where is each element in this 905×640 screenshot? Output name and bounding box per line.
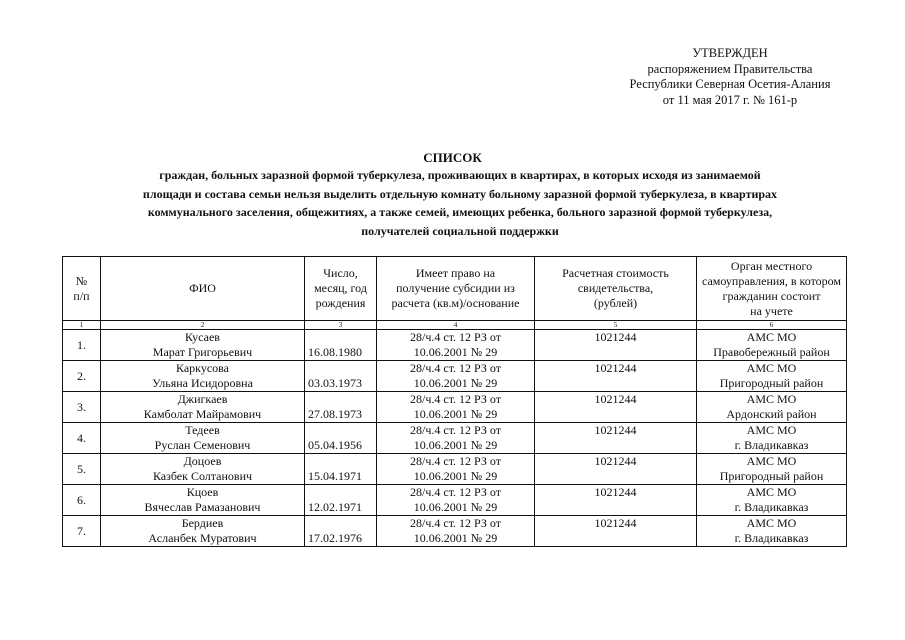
header-fio	[101, 257, 305, 321]
header-text: Орган местного	[730, 258, 813, 273]
header-text: п/п	[73, 288, 90, 303]
row-surname: Каркусова	[176, 361, 229, 375]
row-number: 2.	[63, 361, 101, 392]
row-basis-line: 10.06.2001 № 29	[413, 407, 498, 421]
row-basis-line: 28/ч.4 ст. 12 РЗ от	[410, 516, 501, 530]
row-subsidy-basis	[377, 485, 535, 516]
header-text: расчета (кв.м)/основание	[391, 296, 520, 310]
table-row	[63, 485, 847, 516]
row-basis-line: 10.06.2001 № 29	[413, 345, 498, 359]
row-certificate-cost: 1021244	[535, 485, 697, 516]
row-authority-line: г. Владикавказ	[734, 500, 809, 514]
row-subsidy-basis	[377, 454, 535, 485]
row-fio	[101, 392, 305, 423]
column-number: 2	[101, 321, 305, 330]
subtitle-line: граждан, больных заразной формой туберкулеза, проживающих в квартирах, в которых исходя из занимаемой	[159, 168, 761, 182]
row-basis-line: 10.06.2001 № 29	[413, 376, 498, 390]
row-authority-line: АМС МО	[746, 516, 797, 530]
header-text: на учете	[750, 303, 793, 318]
row-certificate-cost: 1021244	[535, 361, 697, 392]
table-row	[63, 361, 847, 392]
header-local-authority	[697, 257, 847, 321]
row-basis-line: 28/ч.4 ст. 12 РЗ от	[410, 485, 501, 499]
row-authority-line: АМС МО	[746, 361, 797, 375]
row-local-authority	[697, 485, 847, 516]
row-birth-date: 16.08.1980	[305, 330, 377, 361]
row-subsidy-basis	[377, 330, 535, 361]
header-text: гражданин состоит	[722, 288, 821, 303]
column-number-row	[63, 321, 847, 330]
row-surname: Тедеев	[185, 423, 220, 437]
header-text: получение субсидии из	[396, 281, 515, 295]
recipients-table	[62, 256, 847, 547]
header-text: Число,	[323, 266, 358, 280]
row-fio	[101, 330, 305, 361]
row-surname: Кцоев	[186, 485, 219, 499]
row-local-authority	[697, 516, 847, 547]
table-row	[63, 392, 847, 423]
row-local-authority	[697, 330, 847, 361]
header-birth-date	[305, 257, 377, 321]
row-basis-line: 10.06.2001 № 29	[413, 469, 498, 483]
column-number: 1	[63, 321, 101, 330]
row-surname: Джигкаев	[177, 392, 228, 406]
approval-line-4: от 11 мая 2017 г. № 161-р	[662, 92, 798, 107]
row-local-authority	[697, 454, 847, 485]
row-number: 7.	[63, 516, 101, 547]
row-authority-line: Правобережный район	[713, 345, 830, 359]
row-authority-line: АМС МО	[746, 392, 797, 406]
row-given-names: Марат Григорьевич	[152, 345, 253, 359]
subtitle-line: площади и состава семьи нельзя выделить отдельную комнату больному заразной формой туберкулеза, в квартирах	[142, 186, 778, 201]
row-basis-line: 28/ч.4 ст. 12 РЗ от	[410, 330, 501, 344]
row-surname: Бердиев	[181, 516, 224, 530]
row-authority-line: АМС МО	[746, 485, 797, 499]
row-basis-line: 28/ч.4 ст. 12 РЗ от	[410, 423, 501, 437]
header-text: свидетельства,	[577, 281, 654, 295]
header-number	[63, 257, 101, 321]
table-header-row	[63, 257, 847, 321]
row-authority-line: АМС МО	[746, 454, 797, 468]
table-row	[63, 330, 847, 361]
table-row	[63, 454, 847, 485]
header-text: ФИО	[189, 281, 216, 295]
row-certificate-cost: 1021244	[535, 392, 697, 423]
row-number: 3.	[63, 392, 101, 423]
header-text: №	[75, 273, 88, 288]
row-fio	[101, 454, 305, 485]
row-basis-line: 10.06.2001 № 29	[413, 438, 498, 452]
row-certificate-cost: 1021244	[535, 423, 697, 454]
row-surname: Доцоев	[183, 454, 222, 468]
row-birth-date: 12.02.1971	[305, 485, 377, 516]
header-text: (рублей)	[593, 296, 638, 310]
row-certificate-cost: 1021244	[535, 516, 697, 547]
row-authority-line: АМС МО	[746, 423, 797, 437]
table-row	[63, 516, 847, 547]
row-given-names: Асланбек Муратович	[148, 531, 257, 545]
subtitle-line: получателей социальной поддержки	[361, 223, 559, 238]
row-authority-line: Ардонский район	[726, 407, 817, 421]
row-birth-date: 05.04.1956	[305, 423, 377, 454]
row-local-authority	[697, 392, 847, 423]
subtitle-line: коммунального заселения, общежитиях, а также семей, имеющих ребенка, больного заразной формой туберкулеза,	[147, 205, 773, 219]
row-local-authority	[697, 423, 847, 454]
row-subsidy-basis	[377, 361, 535, 392]
header-text: Имеет право на	[415, 266, 496, 280]
row-given-names: Вячеслав Рамазанович	[144, 500, 261, 514]
approval-line-3: Республики Северная Осетия-Алания	[629, 77, 831, 91]
row-subsidy-basis	[377, 423, 535, 454]
header-text: месяц, год	[314, 281, 367, 295]
row-surname: Кусаев	[185, 330, 220, 344]
row-given-names: Ульяна Исидоровна	[152, 376, 253, 390]
row-basis-line: 10.06.2001 № 29	[413, 531, 498, 545]
approval-line-1: УТВЕРЖДЕН	[692, 46, 768, 60]
row-fio	[101, 485, 305, 516]
row-fio	[101, 423, 305, 454]
row-birth-date: 15.04.1971	[305, 454, 377, 485]
row-birth-date: 03.03.1973	[305, 361, 377, 392]
row-fio	[101, 361, 305, 392]
row-basis-line: 28/ч.4 ст. 12 РЗ от	[410, 361, 501, 375]
header-text: Расчетная стоимость	[562, 266, 669, 280]
row-certificate-cost: 1021244	[535, 454, 697, 485]
approval-stamp	[600, 46, 860, 108]
document-subtitle	[70, 166, 850, 240]
row-birth-date: 17.02.1976	[305, 516, 377, 547]
row-birth-date: 27.08.1973	[305, 392, 377, 423]
row-authority-line: г. Владикавказ	[734, 531, 809, 545]
row-authority-line: Пригородный район	[719, 469, 824, 483]
approval-line-2: распоряжением Правительства	[647, 61, 813, 76]
header-subsidy-basis	[377, 257, 535, 321]
column-number: 3	[305, 321, 377, 330]
table-row	[63, 423, 847, 454]
row-basis-line: 28/ч.4 ст. 12 РЗ от	[410, 392, 501, 406]
header-certificate-cost	[535, 257, 697, 321]
document-title: СПИСОК	[423, 150, 482, 165]
column-number: 4	[377, 321, 535, 330]
row-basis-line: 10.06.2001 № 29	[413, 500, 498, 514]
row-fio	[101, 516, 305, 547]
row-basis-line: 28/ч.4 ст. 12 РЗ от	[410, 454, 501, 468]
row-authority-line: г. Владикавказ	[734, 438, 809, 452]
row-given-names: Камболат Майрамович	[143, 407, 262, 421]
row-authority-line: АМС МО	[746, 330, 797, 344]
header-text: рождения	[315, 296, 366, 310]
column-number: 6	[697, 321, 847, 330]
row-number: 1.	[63, 330, 101, 361]
row-subsidy-basis	[377, 392, 535, 423]
row-given-names: Руслан Семенович	[154, 438, 251, 452]
row-local-authority	[697, 361, 847, 392]
row-given-names: Казбек Солтанович	[152, 469, 253, 483]
row-number: 5.	[63, 454, 101, 485]
column-number: 5	[535, 321, 697, 330]
row-number: 4.	[63, 423, 101, 454]
header-text: самоуправления, в котором	[701, 273, 842, 288]
row-authority-line: Пригородный район	[719, 376, 824, 390]
row-number: 6.	[63, 485, 101, 516]
row-subsidy-basis	[377, 516, 535, 547]
row-certificate-cost: 1021244	[535, 330, 697, 361]
